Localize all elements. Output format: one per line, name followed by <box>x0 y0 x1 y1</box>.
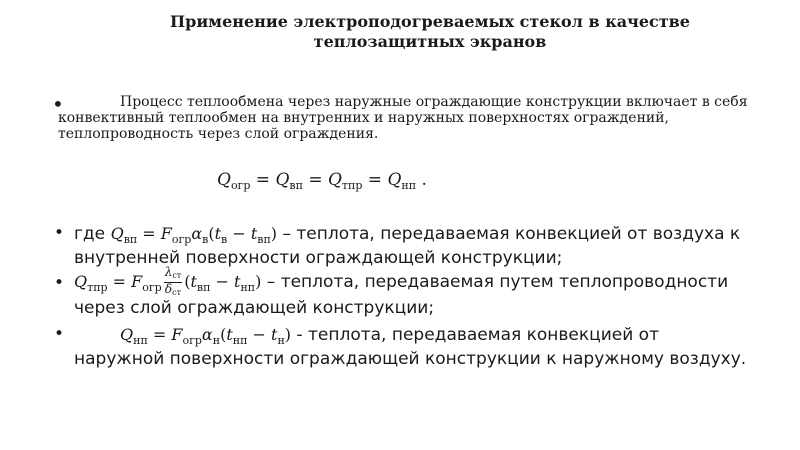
item-text: – теплота, передаваемая конвекцией от воздуха к внутренней поверхности ограждающей конструкции; <box>74 224 741 268</box>
formula-q-tpr: $Q_{тпр} = F_{огр}$ $\frac{\lambda_{ст}}{\delta_{ст}}$ $(t_{вп} - t_{нп})$ <box>74 265 262 297</box>
list-item-convection-inner: • где $Q_{вп} = F_{огр}\alpha_в(t_в - t_{вп})$ – теплота, передаваемая конвекцией от воздуха к внутренней поверхности ограждающей конструкции; <box>54 223 741 268</box>
list-item-convection-outer <box>54 324 748 369</box>
bullet-icon: • <box>54 324 65 344</box>
formula-q-np: $Q_{нп} = F_{огр}\alpha_н(t_{нп} - t_н)$ <box>120 325 292 347</box>
slide-title-line-2: теплозащитных экранов <box>313 32 547 51</box>
main-equation: $Q_{огр} = Q_{вп} = Q_{тпр} = Q_{нп}$ . <box>217 170 427 192</box>
bullet-icon: • <box>54 273 65 293</box>
bullet-icon: • <box>54 223 65 243</box>
item-text: – теплота, передаваемая путем теплопроводности через слой ограждающей конструкции; <box>74 272 729 318</box>
list-item-conduction <box>54 265 748 318</box>
intro-text: Процесс теплообмена через наружные ограждающие конструкции включает в себя конвективный теплообмен на внутренних и наружных поверхностях ограждений, теплопроводность через слой ограждения. <box>58 94 748 142</box>
slide-title-line-1: Применение электроподогреваемых стекол в качестве <box>170 12 690 31</box>
item-text: - теплота, передаваемая конвекцией от наружной поверхности ограждающей конструкции к наружному воздуху. <box>74 325 747 369</box>
fraction-lambda-delta: $\frac{\lambda_{ст}}{\delta_{ст}}$ <box>164 265 182 297</box>
slide-title <box>150 12 710 52</box>
bullet-icon: • <box>52 92 64 116</box>
intro-paragraph <box>52 92 748 142</box>
formula-q-vp: $Q_{вп} = F_{огр}\alpha_в(t_в - t_{вп})$ <box>110 224 278 246</box>
